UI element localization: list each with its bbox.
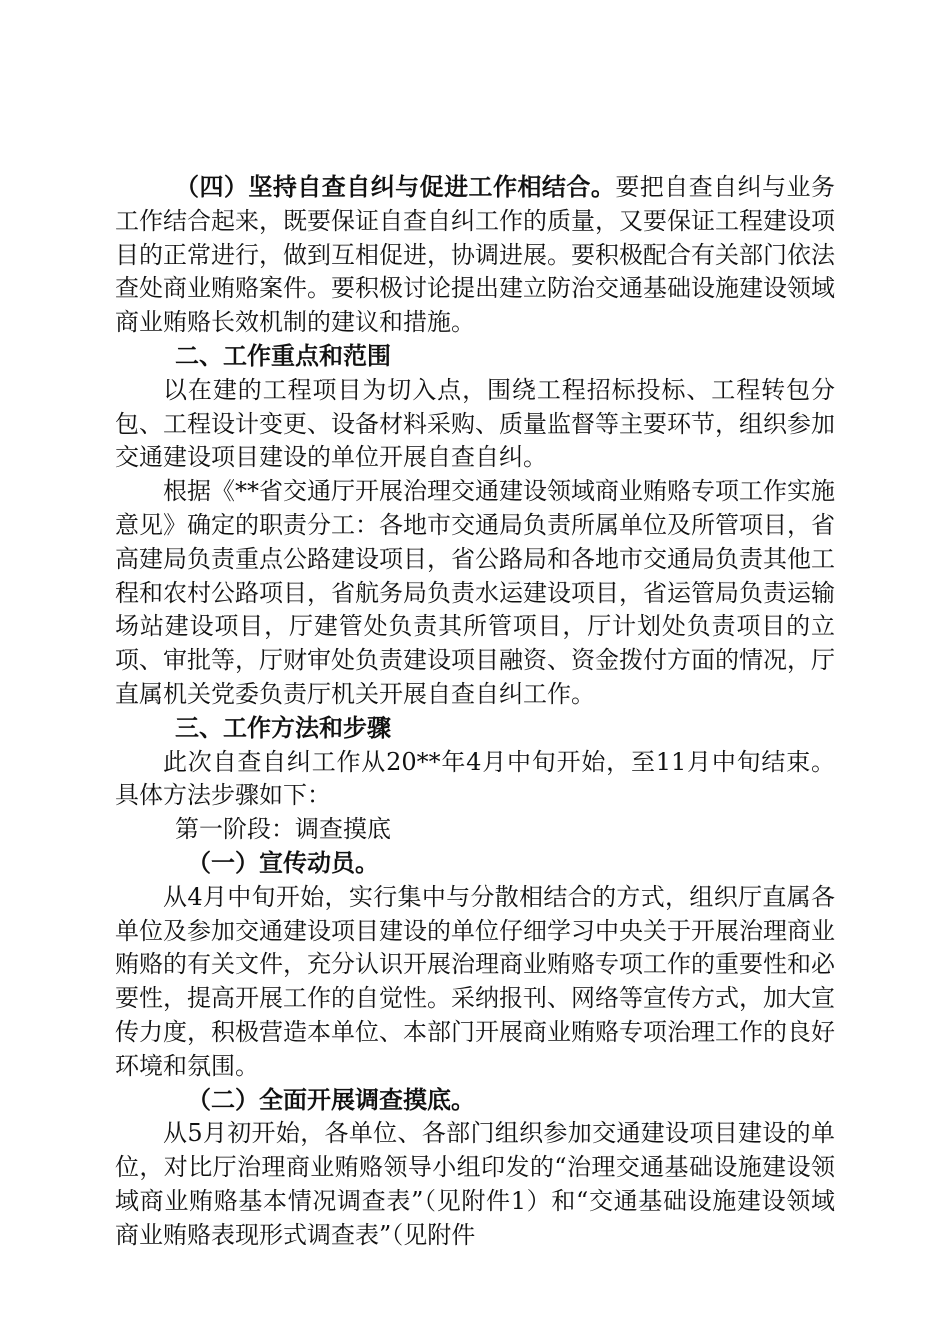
paragraph-scope: 以在建的工程项目为切入点，围绕工程招标投标、工程转包分包、工程设计变更、设备材料采购、质量监督等主要环节，组织参加交通建设项目建设的单位开展自查自纠。 <box>115 375 835 472</box>
document-page <box>115 171 835 1253</box>
paragraph-self-check <box>115 171 835 340</box>
section-heading-2: 二、工作重点和范围 <box>175 341 391 370</box>
section-heading-3: 三、工作方法和步骤 <box>175 713 391 742</box>
paragraph-survey: 从5月初开始，各单位、各部门组织参加交通建设项目建设的单位，对比厅治理商业贿赂领导小组印发的“治理交通基础设施建设领域商业贿赂基本情况调查表”（见附件1）和“交通基础设施建设领域商业贿赂表现形式调查表”（见附件 <box>115 1119 835 1249</box>
paragraph-lead-heading: （四）坚持自查自纠与促进工作相结合。 <box>175 173 616 201</box>
paragraph-timeline: 此次自查自纠工作从20**年4月中旬开始，至11月中旬结束。具体方法步骤如下： <box>115 747 835 810</box>
paragraph-responsibilities: 根据《**省交通厅开展治理交通建设领域商业贿赂专项工作实施意见》确定的职责分工：各地市交通局负责所属单位及所管项目，省高建局负责重点公路建设项目，省公路局和各地市交通局负责其他工程和农村公路项目，省航务局负责水运建设项目，省运管局负责运输场站建设项目，厅建管处负责其所管项目，厅计划处负责项目的立项、审批等，厅财审处负责建设项目融资、资金拨付方面的情况，厅直属机关党委负责厅机关开展自查自纠工作。 <box>115 477 835 708</box>
stage-label: 第一阶段：调查摸底 <box>175 815 391 844</box>
subheading-publicity: （一）宣传动员。 <box>187 848 379 877</box>
paragraph-body: 要把自查自纠与业务工作结合起来，既要保证自查自纠工作的质量，又要保证工程建设项目的正常进行，做到互相促进，协调进展。要积极配合有关部门依法查处商业贿赂案件。要积极讨论提出建立防治交通基础设施建设领域商业贿赂长效机制的建议和措施。 <box>115 173 836 337</box>
subheading-survey: （二）全面开展调查摸底。 <box>187 1085 475 1114</box>
paragraph-publicity: 从4月中旬开始，实行集中与分散相结合的方式，组织厅直属各单位及参加交通建设项目建设的单位仔细学习中央关于开展治理商业贿赂的有关文件，充分认识开展治理商业贿赂专项工作的重要性和必要性，提高开展工作的自觉性。采纳报刊、网络等宣传方式，加大宣传力度，积极营造本单位、本部门开展商业贿赂专项治理工作的良好环境和氛围。 <box>115 882 835 1080</box>
